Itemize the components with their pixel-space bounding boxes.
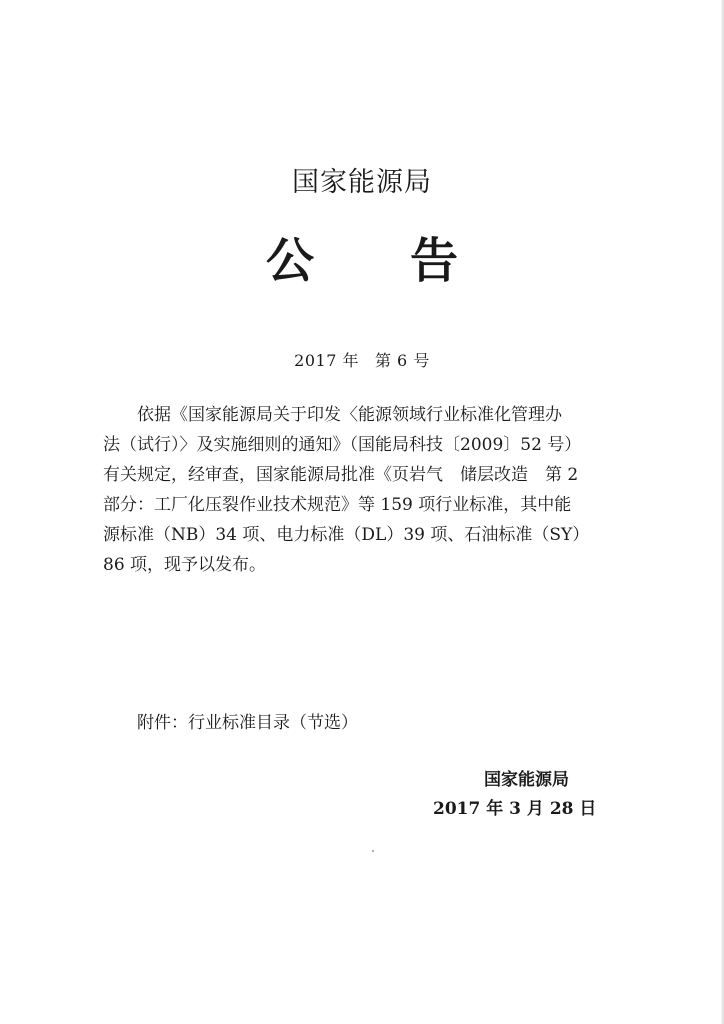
issue-number: 第 6 号 [374, 351, 430, 370]
title-char-1: 公 [265, 233, 314, 289]
signature-org: 国家能源局 [484, 770, 569, 790]
body-line: 有关规定，经审查，国家能源局批准《页岩气 储层改造 第 2 [103, 465, 579, 485]
signature-date: 2017 年 3 月 28 日 [433, 799, 597, 819]
body-line: 部分：工厂化压裂作业技术规范》等 159 项行业标准，其中能 [103, 495, 572, 515]
document-title [0, 222, 724, 291]
year-label: 2017 年 [294, 351, 359, 370]
attachment-note: 附件：行业标准目录（节选） [137, 713, 358, 733]
body-line: 依据《国家能源局关于印发〈能源领域行业标准化管理办 [137, 405, 562, 425]
title-char-2: 告 [410, 233, 459, 289]
body-line: 法（试行）〉及实施细则的通知》（国能局科技〔2009〕52 号） [103, 435, 582, 455]
body-line: 86 项，现予以发布。 [103, 555, 267, 575]
body-paragraph [103, 400, 615, 580]
document-number [0, 348, 724, 371]
scan-speck [372, 850, 374, 852]
body-line: 源标准（NB）34 项、电力标准（DL）39 项、石油标准（SY） [103, 525, 590, 545]
issuer-heading: 国家能源局 [292, 167, 432, 198]
